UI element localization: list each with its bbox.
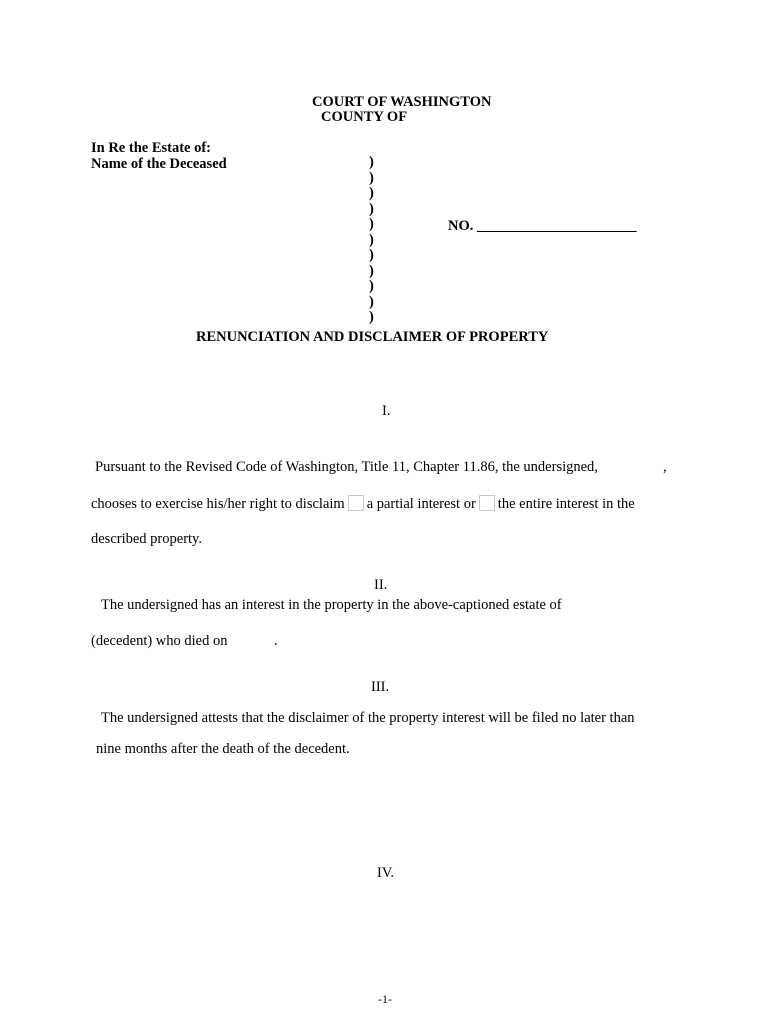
caption-parentheses [369, 155, 374, 326]
section-iii-numeral: III. [371, 679, 390, 695]
section-ii-numeral: II. [374, 577, 388, 593]
case-number-field[interactable]: NO. ______________________ [448, 218, 637, 234]
section-ii-line1: The undersigned has an interest in the property in the above-captioned estate of [101, 597, 562, 613]
section-iii-line1: The undersigned attests that the disclaimer of the property interest will be filed no later than [101, 710, 635, 726]
caption-paren: ) [369, 262, 374, 279]
section-i-line1-comma: , [663, 459, 667, 475]
caption-paren: ) [369, 169, 374, 186]
caption-paren: ) [369, 231, 374, 248]
court-name: COURT OF WASHINGTON [312, 94, 492, 110]
caption-paren: ) [369, 309, 374, 325]
caption-paren: ) [369, 293, 374, 310]
document-title: RENUNCIATION AND DISCLAIMER OF PROPERTY [196, 329, 549, 345]
section-iii-line2: nine months after the death of the decedent. [96, 741, 350, 757]
caption-paren: ) [369, 185, 374, 201]
caption-paren: ) [369, 216, 374, 232]
entire-interest-checkbox[interactable] [479, 495, 495, 511]
section-i-line1: Pursuant to the Revised Code of Washington, Title 11, Chapter 11.86, the undersigned, [95, 459, 598, 475]
deceased-name-label: Name of the Deceased [91, 156, 227, 172]
caption-paren: ) [369, 200, 374, 217]
entire-interest-label: the entire interest in the [497, 496, 635, 512]
section-i-line2 [91, 495, 635, 512]
section-ii-line2-period: . [274, 633, 278, 649]
caption-paren: ) [369, 278, 374, 294]
page-number: -1- [378, 992, 392, 1006]
caption-paren: ) [369, 247, 374, 263]
section-i-numeral: I. [382, 403, 391, 419]
in-re-label: In Re the Estate of: [91, 140, 212, 156]
section-ii-line2: (decedent) who died on [91, 633, 228, 649]
partial-interest-checkbox[interactable] [348, 495, 364, 511]
section-iv-numeral: IV. [377, 865, 395, 881]
partial-interest-label: a partial interest or [366, 496, 476, 512]
section-i-line3: described property. [91, 531, 202, 547]
caption-paren: ) [369, 154, 374, 170]
county-label: COUNTY OF [321, 109, 408, 125]
disclaim-text: chooses to exercise his/her right to disclaim [91, 496, 345, 512]
